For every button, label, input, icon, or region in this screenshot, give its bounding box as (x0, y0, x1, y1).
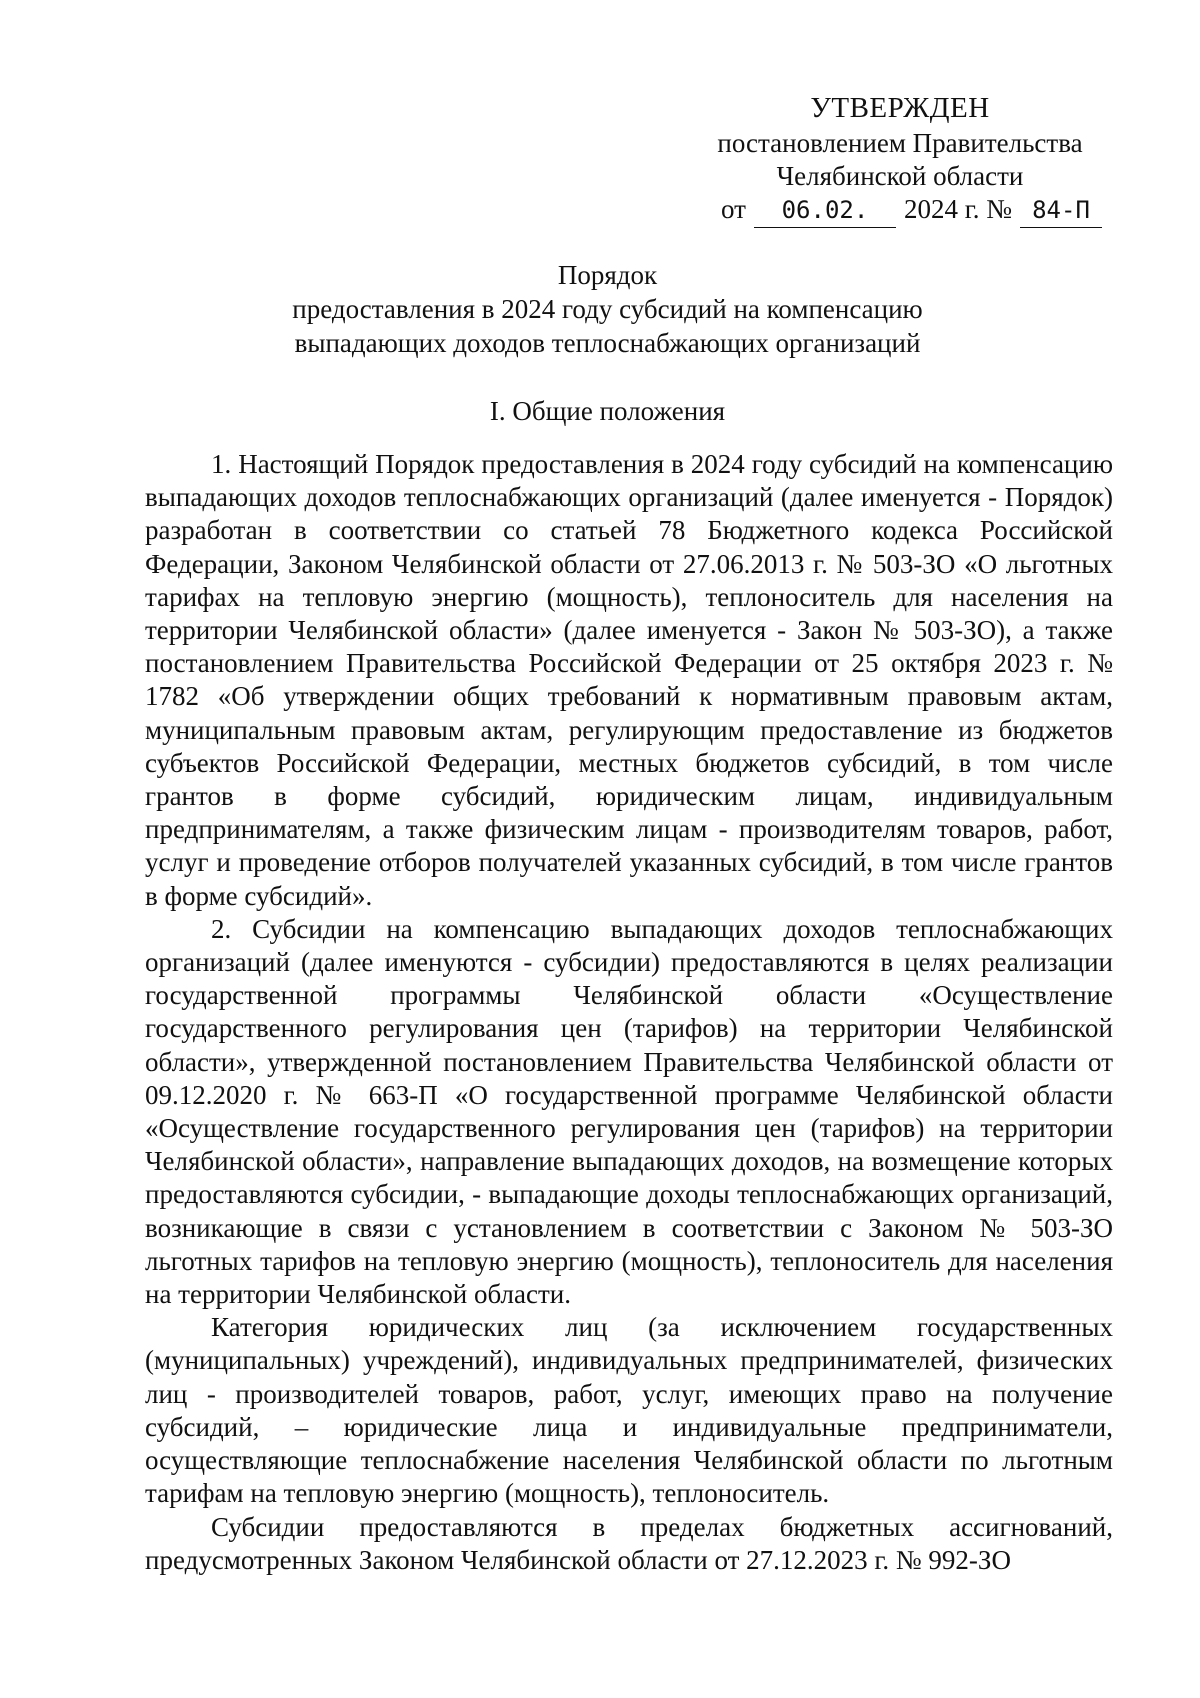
approval-number: 84-П (1020, 194, 1102, 228)
document-title (145, 258, 1070, 360)
paragraph-3: Категория юридических лиц (за исключением государственных (муниципальных) учреждений), индивидуальных предпринимателей, физических лиц - производителей товаров, работ, услуг, имеющих право на получение субсидий, – юридические лица и индивидуальные предприниматели, осуществляющие теплоснабжение населения Челябинской области по льготным тарифам на тепловую энергию (мощность), теплоноситель. (145, 1312, 1113, 1509)
approval-date-line (690, 193, 1110, 228)
approval-block (690, 92, 1110, 228)
paragraph-4: Субсидии предоставляются в пределах бюджетных ассигнований, предусмотренных Законом Челябинской области от 27.12.2023 г. № 992-ЗО (145, 1511, 1113, 1575)
approval-line-1: постановлением Правительства (717, 128, 1083, 158)
approval-date: 06.02. (754, 194, 896, 228)
approval-line-2: Челябинской области (776, 161, 1024, 191)
from-label: от (721, 194, 746, 224)
approval-year: 2024 г. № (903, 194, 1012, 224)
paragraph-2: 2. Субсидии на компенсацию выпадающих доходов теплоснабжающих организаций (далее именуются - субсидии) предоставляются в целях реализации государственной программы Челябинской области «Осуществление государственного регулирования цен (тарифов) на территории Челябинской области», утвержденной постановлением Правительства Челябинской области от 09.12.2020 г. № 663-П «О государственной программе Челябинской области «Осуществление государственного регулирования цен (тарифов) на территории Челябинской области», направление выпадающих доходов, на возмещение которых предоставляются субсидии, - выпадающие доходы теплоснабжающих организаций, возникающие в связи с установлением в соответствии с Законом № 503-ЗО льготных тарифов на тепловую энергию (мощность), теплоноситель для населения на территории Челябинской области. (145, 913, 1113, 1310)
title-line-2: предоставления в 2024 году субсидий на компенсацию (292, 294, 923, 324)
paragraph-1: 1. Настоящий Порядок предоставления в 2024 году субсидий на компенсацию выпадающих доходов теплоснабжающих организаций (далее именуется - Порядок) разработан в соответствии со статьей 78 Бюджетного кодекса Российской Федерации, Законом Челябинской области от 27.06.2013 г. № 503-ЗО «О льготных тарифах на тепловую энергию (мощность), теплоноситель для населения на территории Челябинской области» (далее именуется - Закон № 503-ЗО), а также постановлением Правительства Российской Федерации от 25 октября 2023 г. № 1782 «Об утверждении общих требований к нормативным правовым актам, муниципальным правовым актам, регулирующим предоставление из бюджетов субъектов Российской Федерации, местных бюджетов субсидий, в том числе грантов в форме субсидий, юридическим лицам, индивидуальным предпринимателям, а также физическим лицам - производителям товаров, работ, услуг и проведение отборов получателей указанных субсидий, в том числе грантов в форме субсидий». (145, 449, 1113, 911)
approval-stamp: УТВЕРЖДЕН (810, 92, 990, 124)
title-line-1: Порядок (557, 260, 658, 290)
body-text (145, 448, 1113, 1577)
title-line-3: выпадающих доходов теплоснабжающих организаций (294, 328, 921, 358)
section-heading: I. Общие положения (489, 396, 726, 426)
